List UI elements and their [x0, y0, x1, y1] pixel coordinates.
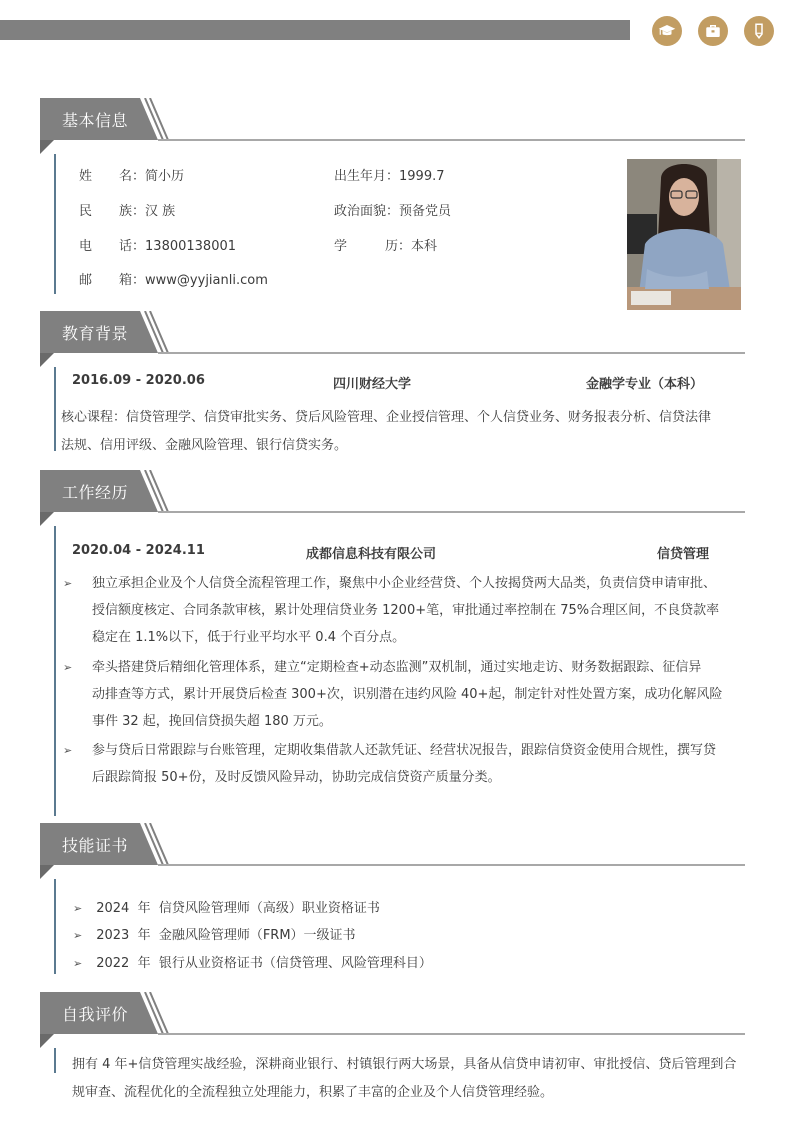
divider [158, 1033, 745, 1035]
label: 族： [119, 204, 146, 219]
section-vertical-line [54, 154, 56, 294]
divider [158, 511, 745, 513]
info-phone [79, 235, 236, 254]
value: 汉 族 [145, 204, 176, 219]
divider [158, 864, 745, 866]
info-name [79, 165, 184, 184]
section-tab [40, 823, 172, 865]
section-title: 工作经历 [62, 483, 129, 502]
label: 出生年月： [334, 169, 400, 184]
cert-item [73, 897, 380, 916]
self-eval-line1: 拥有 4 年+信贷管理实战经验，深耕商业银行、村镇银行两大场景，具备从信贷申请初审、审批授信、贷后管理到合 [72, 1057, 737, 1072]
value: 本科 [411, 239, 438, 254]
divider [158, 352, 745, 354]
fold-triangle [40, 1034, 54, 1048]
label: 历： [385, 239, 412, 254]
section-header [40, 992, 745, 1034]
bullet-text: 参与贷后日常跟踪与台账管理，定期收集借款人还款凭证、经营状况报告，跟踪信贷资金使用合规性，撰写贷 [92, 743, 717, 758]
header-icons [652, 16, 774, 46]
info-ethnicity [79, 200, 175, 219]
section-header [40, 823, 745, 865]
section-education [40, 311, 745, 353]
section-title: 基本信息 [62, 111, 129, 130]
fold-triangle [40, 140, 54, 154]
bullet-text: 独立承担企业及个人信贷全流程管理工作，聚焦中小企业经营贷、个人按揭贷两大品类，负责信贷申请审批、 [92, 576, 717, 591]
graduation-cap-icon [652, 16, 682, 46]
edu-courses-line1: 核心课程：信贷管理学、信贷审批实务、贷后风险管理、企业授信管理、个人信贷业务、财务报表分析、信贷法律 [61, 410, 712, 425]
cert-text: 2022 年 银行从业资格证书（信贷管理、风险管理科目） [96, 956, 432, 971]
label: 箱： [119, 273, 146, 288]
section-tab [40, 311, 172, 353]
work-bullet-1 [63, 570, 743, 651]
section-title: 教育背景 [62, 324, 129, 343]
section-vertical-line [54, 879, 56, 974]
fold-triangle [40, 512, 54, 526]
edu-major: 金融学专业（本科） [586, 377, 704, 392]
section-title: 自我评价 [62, 1005, 129, 1024]
label: 姓 [79, 169, 93, 184]
cert-text: 2023 年 金融风险管理师（FRM）一级证书 [96, 928, 356, 943]
section-vertical-line [54, 1048, 56, 1073]
value: 预备党员 [399, 204, 452, 219]
section-basic-info [40, 98, 745, 140]
value: 简小历 [145, 169, 185, 184]
label: 名： [119, 169, 146, 184]
arrow-bullet-icon: ➢ [63, 744, 73, 757]
value: 13800138001 [145, 239, 237, 254]
bullet-text: 后跟踪简报 50+份，及时反馈风险异动，协助完成信贷资产质量分类。 [92, 770, 501, 785]
arrow-bullet-icon: ➢ [63, 661, 73, 674]
info-political [334, 200, 451, 219]
arrow-bullet-icon: ➢ [73, 929, 83, 942]
work-company: 成都信息科技有限公司 [306, 547, 437, 562]
label: 邮 [79, 273, 93, 288]
bullet-text: 事件 32 起，挽回信贷损失超 180 万元。 [92, 714, 332, 729]
label: 学 [334, 239, 348, 254]
fold-triangle [40, 353, 54, 367]
edu-period: 2016.09 - 2020.06 [72, 373, 205, 388]
info-birth [334, 165, 445, 184]
info-email [79, 269, 268, 288]
fold-triangle [40, 865, 54, 879]
cert-text: 2024 年 信贷风险管理师（高级）职业资格证书 [96, 901, 380, 916]
briefcase-icon [698, 16, 728, 46]
section-self-evaluation [40, 992, 745, 1034]
bullet-text: 牵头搭建贷后精细化管理体系，建立“定期检查+动态监测”双机制，通过实地走访、财务数据跟踪、征信异 [92, 660, 702, 675]
profile-photo [627, 159, 741, 310]
work-bullet-2 [63, 654, 743, 735]
bullet-text: 稳定在 1.1%以下，低于行业平均水平 0.4 个百分点。 [92, 630, 406, 645]
section-title: 技能证书 [62, 836, 129, 855]
cert-item [73, 924, 356, 943]
section-tab [40, 992, 172, 1034]
self-eval-line2: 规审查、流程优化的全流程独立处理能力，积累了丰富的企业及个人信贷管理经验。 [72, 1085, 554, 1100]
section-vertical-line [54, 367, 56, 451]
section-header [40, 311, 745, 353]
section-header [40, 470, 745, 512]
value: 1999.7 [399, 169, 445, 184]
section-tab [40, 470, 172, 512]
info-degree [334, 235, 437, 254]
arrow-bullet-icon: ➢ [63, 577, 73, 590]
work-position: 信贷管理 [657, 547, 710, 562]
arrow-bullet-icon: ➢ [73, 957, 83, 970]
section-work [40, 470, 745, 512]
label: 政治面貌： [334, 204, 400, 219]
value: www@yyjianli.com [145, 273, 268, 288]
work-bullet-3 [63, 737, 743, 791]
divider [158, 139, 745, 141]
section-header [40, 98, 745, 140]
edu-school: 四川财经大学 [333, 377, 412, 392]
work-period: 2020.04 - 2024.11 [72, 543, 205, 558]
pencil-icon [744, 16, 774, 46]
section-skills [40, 823, 745, 865]
arrow-bullet-icon: ➢ [73, 902, 83, 915]
cert-item [73, 952, 432, 971]
label: 民 [79, 204, 93, 219]
bullet-text: 授信额度核定、合同条款审核，累计处理信贷业务 1200+笔，审批通过率控制在 75%合理区间，不良贷款率 [92, 603, 720, 618]
edu-courses-line2: 法规、信用评级、金融风险管理、银行信贷实务。 [61, 438, 348, 453]
section-tab [40, 98, 172, 140]
label: 电 [79, 239, 93, 254]
label: 话： [119, 239, 146, 254]
bullet-text: 动排查等方式，累计开展贷后检查 300+次，识别潜在违约风险 40+起，制定针对性处置方案，成功化解风险 [92, 687, 723, 702]
header-bar [0, 20, 630, 40]
section-vertical-line [54, 526, 56, 816]
